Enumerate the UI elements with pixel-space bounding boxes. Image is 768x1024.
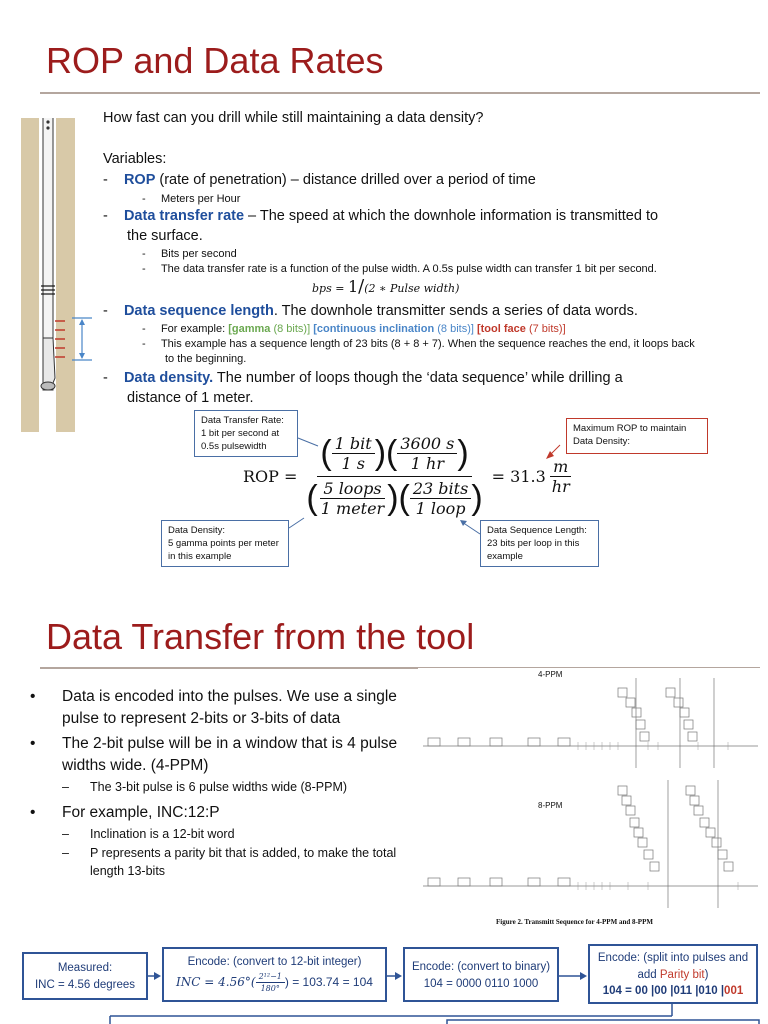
flow-arrows <box>0 940 768 1024</box>
rop-desc: (rate of penetration) – distance drilled over a period of time <box>155 172 536 188</box>
dd-desc-2: distance of 1 meter. <box>127 390 254 406</box>
callout-density-l1: Data Density: <box>168 525 226 536</box>
eq-n1-num: 1 bit <box>332 434 375 454</box>
dsl-term: Data sequence length <box>123 303 274 319</box>
figure-label-4ppm: 4-PPM <box>538 670 563 679</box>
eq-n2-den: 1 hr <box>410 454 444 473</box>
flow-box3-l1: Encode: (convert to binary) <box>411 961 551 973</box>
rop-eq-result: = 31.3 <box>491 466 546 486</box>
callout-max-l2: Data Density: <box>573 435 631 447</box>
callout-dtr-l1: Data Transfer Rate: <box>201 415 284 426</box>
dsl-sub-1: - For example: [gamma (8 bits)] [continuous inclination (8 bits)] [tool face (7 bits)] <box>142 323 566 335</box>
rop-eq-unit <box>549 457 573 496</box>
dtr-sub-1: - Bits per second <box>142 248 237 260</box>
dsl-ex-inc-bits: (8 bits)] <box>434 323 474 335</box>
bps-lhs: bps = <box>312 282 348 295</box>
eq-d1-num: 5 loops <box>320 479 384 499</box>
flow-box2-formula-lhs: INC = 4.56°( <box>176 975 256 990</box>
bullet-item: • For example, INC:12:P <box>30 802 400 824</box>
ppm-figure <box>418 668 763 930</box>
ppm-timing-diagram <box>418 668 763 930</box>
bps-formula: bps = 1/(2 ∗ Pulse width) <box>312 276 460 297</box>
dtr-sub-1-text: Bits per second <box>160 248 237 260</box>
flow-box4-l1: Encode: (split into pulses and <box>597 952 749 964</box>
figure-label-8ppm: 8-PPM <box>538 801 563 810</box>
callout-seq-l1: Data Sequence Length: <box>487 525 587 536</box>
dtr-desc-1: – The speed at which the downhole information is transmitted to <box>244 208 659 224</box>
rop-sub-text: Meters per Hour <box>160 193 241 205</box>
dsl-ex-tf: [tool face <box>476 323 526 335</box>
flow-box4-l2a: add <box>637 968 660 981</box>
rop-eq-lhs: ROP = <box>243 466 298 486</box>
eq-unit-num: m <box>550 457 571 477</box>
dsl-sub-2: - This example has a sequence length of 23 bits (8 + 8 + 7). When the sequence reaches the end, it loops back <box>142 338 695 350</box>
callout-seq-l3: example <box>487 550 523 562</box>
rop-sub: - Meters per Hour <box>142 193 241 205</box>
dd-item: - Data density. The number of loops though the ‘data sequence’ while drilling a <box>103 370 623 386</box>
eq-n1-den: 1 s <box>341 454 365 473</box>
dsl-ex-tf-bits: (7 bits)] <box>525 323 566 335</box>
flow-box2-title: Encode: (convert to 12-bit integer) <box>187 956 362 968</box>
sub-bullet: – The 3-bit pulse is 6 pulse widths wide (8-PPM) <box>62 779 400 797</box>
eq-n2-num: 3600 s <box>397 434 457 454</box>
eq-unit-den: hr <box>551 476 570 496</box>
dsl-ex-prefix: For example: <box>160 323 229 335</box>
flow-box2-frac-num: 2¹²−1 <box>256 971 285 984</box>
callout-density-l3: in this example <box>168 550 232 562</box>
section1-title: ROP and Data Rates <box>46 40 384 81</box>
eq-d2-num: 23 bits <box>410 479 471 499</box>
rop-term: ROP <box>123 172 156 188</box>
bps-num: 1 <box>347 277 359 296</box>
bullet-list <box>30 686 400 880</box>
dsl-ex-inc: [continuous inclination <box>313 323 435 335</box>
bullet-text-3: For example, INC:12:P <box>62 804 220 822</box>
bullet-text-1: Data is encoded into the pulses. We use a single pulse to represent 2-bits or 3-bits of data <box>62 688 397 727</box>
dtr-sub-2: - The data transfer rate is a function of the pulse width. A 0.5s pulse width can transfer 1 bit per second. <box>142 263 657 275</box>
eq-d1-den: 1 meter <box>320 499 385 518</box>
sub-bullet-text-2: Inclination is a 12-bit word <box>90 826 235 841</box>
flow-box4-l3a: 104 = 00 |00 |011 |010 | <box>602 985 725 998</box>
flow-box4-parity: Parity bit <box>659 968 705 981</box>
dsl-desc: . The downhole transmitter sends a series of data words. <box>273 303 638 319</box>
dsl-sub-2b: to the beginning. <box>165 353 247 365</box>
dtr-desc-2: the surface. <box>127 228 203 244</box>
rop-equation <box>243 434 573 518</box>
sub-bullet: – Inclination is a 12-bit word <box>62 826 400 844</box>
callout-dtr-l3: 0.5s pulsewidth <box>201 440 267 452</box>
figure-caption: Figure 2. Transmitt Sequence for 4-PPM and 8-PPM <box>496 918 653 926</box>
question-text: How fast can you drill while still maintaining a data density? <box>103 110 484 126</box>
flow-box1-l2: INC = 4.56 degrees <box>34 978 136 991</box>
callout-density-l2: 5 gamma points per meter <box>168 537 279 549</box>
flow-box4-l2c: ) <box>704 968 709 981</box>
bullet-text-2: The 2-bit pulse will be in a window that is 4 pulse widths wide. (4-PPM) <box>62 735 398 775</box>
dsl-item: - Data sequence length. The downhole transmitter sends a series of data words. <box>103 303 638 319</box>
dsl-sub-2-text: This example has a sequence length of 23 bits (8 + 8 + 7). When the sequence reaches the end, it loops back <box>160 338 695 350</box>
sub-bullet-text-1: The 3-bit pulse is 6 pulse widths wide (8-PPM) <box>90 779 348 794</box>
sub-bullet-text-3: P represents a parity bit that is added, to make the total length 13-bits <box>90 846 397 878</box>
flow-box2-frac-den: 180° <box>260 984 280 994</box>
flow-box4-parity-bits: 001 <box>724 985 744 998</box>
dash-marker: - <box>103 172 124 188</box>
eq-d2-den: 1 loop <box>415 499 466 518</box>
bullet-item: • Data is encoded into the pulses. We use a single pulse to represent 2-bits or 3-bits of data <box>30 686 400 729</box>
callout-max-l1: Maximum ROP to maintain <box>573 423 687 434</box>
dtr-term: Data transfer rate <box>123 208 245 224</box>
dtr-sub-2-text: The data transfer rate is a function of the pulse width. A 0.5s pulse width can transfer 1 bit per second. <box>160 263 657 275</box>
flow-box3-l2: 104 = 0000 0110 1000 <box>423 977 539 990</box>
flow-box2-formula-rhs: ) = 103.74 = 104 <box>284 975 373 990</box>
bps-den: (2 ∗ Pulse width) <box>364 282 460 295</box>
callout-seq-l2: 23 bits per loop in this <box>487 537 580 549</box>
flow-box1-l1: Measured: <box>57 962 113 974</box>
callout-dtr-l2: 1 bit per second at <box>201 427 280 439</box>
dsl-ex-gamma: [gamma <box>228 323 271 335</box>
section2-title: Data Transfer from the tool <box>46 616 475 657</box>
dsl-ex-gamma-bits: (8 bits)] <box>270 323 311 335</box>
sub-bullet: – P represents a parity bit that is added, to make the total length 13-bits <box>62 845 400 880</box>
dd-term: Data density. <box>123 370 214 386</box>
dd-desc-1: The number of loops though the ‘data sequence’ while drilling a <box>213 370 623 386</box>
dtr-item: - Data transfer rate – The speed at which the downhole information is transmitted to <box>103 208 659 224</box>
bullet-item: • The 2-bit pulse will be in a window that is 4 pulse widths wide. (4-PPM) <box>30 733 400 776</box>
rop-main-fraction: ( $\frac{\text{1 bit}}{1 s}$ )( $\frac{3600 s}{1 hr}$ ) ( $\frac{\text{5 loops}}{\text{1 meter}}$ )( $\frac{\text{23 bits}}{\text{1 loop}}$ ) <box>306 434 483 518</box>
variables-label: Variables: <box>103 151 167 167</box>
